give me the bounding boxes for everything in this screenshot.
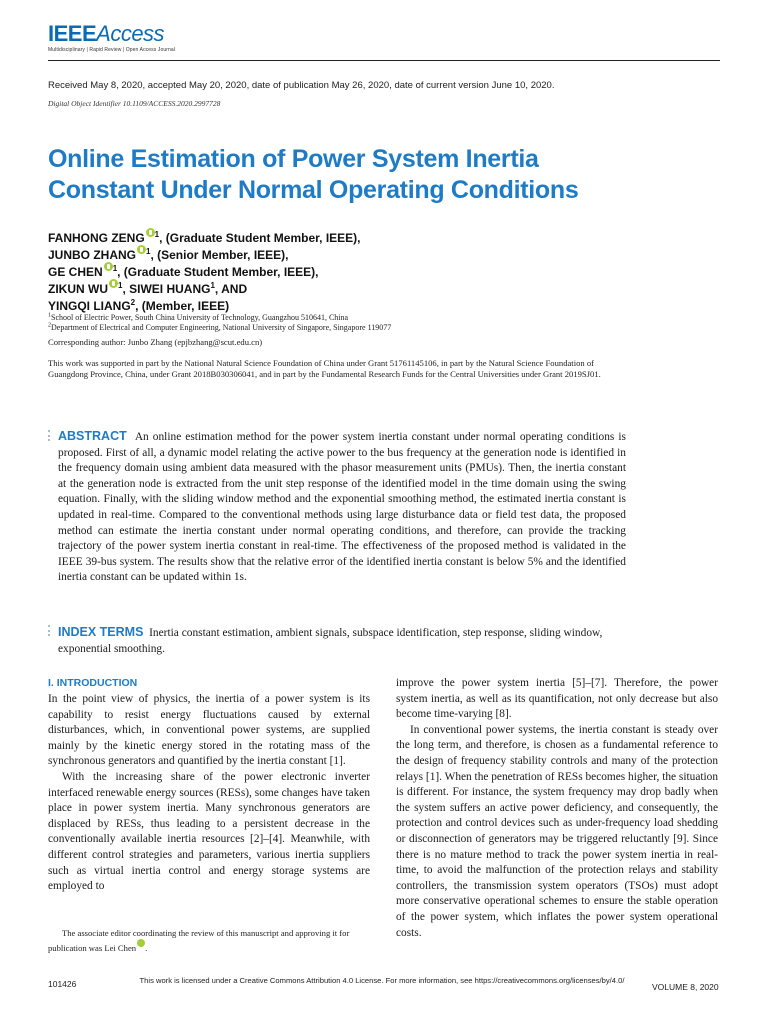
journal-brand — [48, 22, 175, 53]
affiliation-marker: 1 — [112, 264, 118, 273]
author-name: FANHONG ZENG — [48, 231, 145, 245]
author-line-4 — [48, 281, 361, 298]
page-number: 101426 — [48, 979, 77, 989]
doi[interactable]: Digital Object Identifier 10.1109/ACCESS.2020.2997728 — [48, 99, 221, 108]
affiliation-number: 2 — [48, 322, 51, 329]
abstract-heading: ABSTRACT — [58, 429, 127, 443]
author-line-3 — [48, 264, 361, 281]
author-role: , (Graduate Student Member, IEEE), — [159, 231, 361, 245]
section-heading: I. INTRODUCTION — [48, 677, 138, 689]
affiliation-marker: 2 — [130, 298, 136, 307]
brand-tagline: Multidisciplinary | Rapid Review | Open Access Journal — [48, 47, 175, 53]
funding-statement: This work was supported in part by the National Natural Science Foundation of China under Grant 51761145106, in part by the Natural Science Foundation of Guangdong Province, China, under Grant 2018B030306041, and in part by the Fundamental Research Funds for the Central Universities under Grant 2019SJ01. — [48, 358, 601, 379]
footnote-text: The associate editor coordinating the review of this manuscript and approving it for publication was Lei Chen — [48, 928, 350, 953]
affiliation-marker: 1 — [118, 281, 123, 290]
affiliation-number: 1 — [48, 312, 51, 319]
affiliation-item — [48, 323, 391, 333]
author-name: ZIKUN WU — [48, 282, 108, 296]
author-role: , (Graduate Student Member, IEEE), — [117, 265, 319, 279]
header-divider — [48, 60, 720, 61]
author-role: , (Member, IEEE) — [135, 299, 230, 313]
affiliation-item — [48, 313, 391, 323]
abstract — [58, 429, 626, 586]
brand-ieee: IEEE — [48, 21, 97, 46]
paragraph: With the increasing share of the power electronic inverter interfaced renewable energy sources (RESs), some changes have taken place in power system inertia. Many synchronous generators are displaced by RESs, thus leading to a persistent decrease in the conventionally available inertia resources [2]–[4]. Meanwhile, with different control strategies and parameters, various inertia suppliers such as virtual inertia control and energy storage systems are employed to — [48, 770, 370, 893]
brand-access: Access — [96, 21, 165, 46]
title-line-1: Online Estimation of Power System Inertia — [48, 145, 539, 173]
title-line-2: Constant Under Normal Operating Conditions — [48, 176, 579, 204]
affiliation-marker: 1 — [146, 247, 151, 256]
author-name: , SIWEI HUANG — [122, 282, 211, 296]
author-name: JUNBO ZHANG — [48, 248, 137, 262]
corresponding-author: Corresponding author: Junbo Zhang (epjbzhang@scut.edu.cn) — [48, 337, 263, 347]
affiliation-text: School of Electric Power, South China University of Technology, Guangzhou 510641, China — [51, 313, 349, 322]
orcid-icon[interactable] — [104, 262, 113, 271]
author-line-1 — [48, 230, 361, 247]
author-line-2 — [48, 247, 361, 264]
volume-info: VOLUME 8, 2020 — [652, 982, 719, 992]
license-notice[interactable]: This work is licensed under a Creative Commons Attribution 4.0 License. For more information, see https://creativecommons.org/licenses/by/4.0/ — [139, 976, 625, 985]
ieee-access-logo — [48, 22, 175, 46]
index-terms-text: Inertia constant estimation, ambient signals, subspace identification, step response, sliding window, exponential smoothing. — [58, 627, 603, 655]
body-column-right — [396, 676, 718, 941]
orcid-icon[interactable] — [137, 245, 146, 254]
abstract-dots-icon — [48, 430, 52, 444]
index-terms-dots-icon — [48, 625, 52, 639]
author-name: YINGQI LIANG — [48, 299, 131, 313]
index-terms — [58, 624, 626, 657]
author-role: , (Senior Member, IEEE), — [150, 248, 289, 262]
author-name: GE CHEN — [48, 265, 103, 279]
affiliation-marker: 1 — [154, 230, 160, 239]
affiliation-text: Department of Electrical and Computer Engineering, National University of Singapore, Singapore 119077 — [51, 323, 392, 332]
affiliation-marker: 1 — [210, 281, 215, 290]
orcid-icon[interactable] — [137, 939, 145, 947]
paragraph: In the point view of physics, the inertia of a power system is its capability to resist energy fluctuations caused by external disturbances, which, in conventional power systems, are supplied mainly by the kinetic energy stored in the rotating mass of the synchronous generators and quantified by the inertia constant [1]. — [48, 693, 370, 768]
received-dates: Received May 8, 2020, accepted May 20, 2020, date of publication May 26, 2020, date of current version June 10, 2020. — [48, 80, 555, 91]
abstract-text: An online estimation method for the power system inertia constant under normal operating conditions is proposed. First of all, a dynamic model relating the active power to the bus frequency at the generation node is identified in the frequency domain using ambient data measured with the phasor measurement units (PMUs). Then, the inertia constant at the generation node is extracted from the unit step response of the identified model in the time domain using the swing equation. Finally, with the sliding window method and the exponential smoothing method, the estimated inertia constant is updated in real-time. Compared to the conventional methods using large disturbance data or field test data, the proposed method can estimate the inertia constant under normal operating conditions, and therefore, can provide the tracking trajectory of the power system inertia constant in real-time. The effectiveness of the proposed method is validated in the IEEE 39-bus system. The results show that the relative error of the identified inertia constant is below 5% and the identified inertia constant can be updated within 1s. — [58, 431, 626, 584]
author-list — [48, 230, 361, 315]
editor-footnote: The associate editor coordinating the review of this manuscript and approving it for publication was Lei Chen . — [48, 928, 350, 953]
paragraph: improve the power system inertia [5]–[7]. Therefore, the power system inertia, as well as its quantification, not only decrease but also become time-varying [8]. — [396, 677, 718, 721]
orcid-icon[interactable] — [109, 279, 118, 288]
orcid-icon[interactable] — [146, 228, 155, 237]
index-terms-heading: INDEX TERMS — [58, 625, 144, 639]
body-column-left — [48, 676, 370, 895]
paragraph: In conventional power systems, the inertia constant is steady over the long term, and therefore, is chosen as a fundamental reference to the design of frequency stability controls and many of the protection relays [1]. When the penetration of RESs becomes higher, the situation is different. For instance, the system frequency may drop badly when the system suffers an active power deficiency, and consequently, the protection and control devices such as under-frequency load shedding or disconnection of generators may be triggered reluctantly [9]. Since there is no mature method to track the power system inertia in real-time, to avoid the malfunction of the protection relays and stability controllers, the transmission system operators (TSOs) must adopt more conservative operational schemes to ensure the stable operation of the power system, which inflates the power system operational costs. — [396, 723, 718, 939]
author-conjunction: , AND — [214, 282, 248, 296]
paper-title — [48, 144, 728, 206]
affiliations — [48, 313, 391, 333]
